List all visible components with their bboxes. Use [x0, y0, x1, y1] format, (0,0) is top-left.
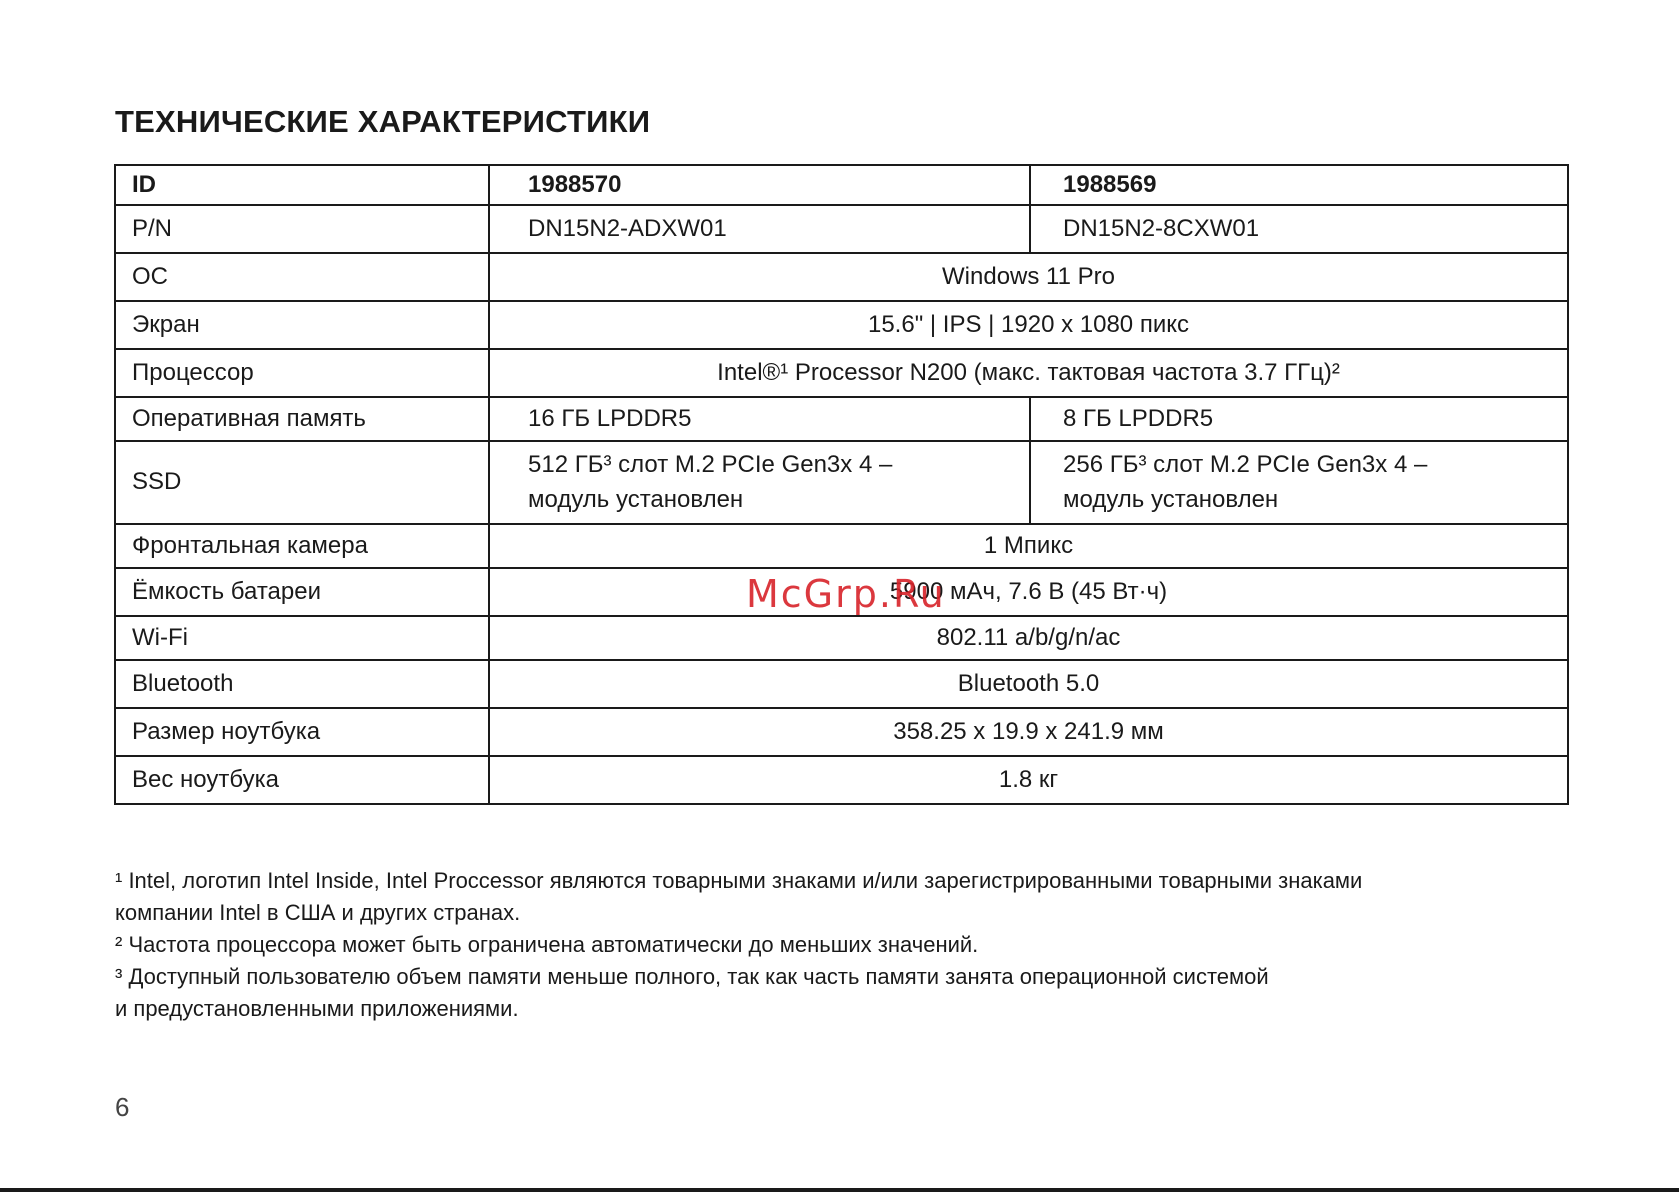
footnote-2: ² Частота процессора может быть ограничена автоматически до меньших значений. — [115, 932, 979, 957]
table-row-pn — [115, 205, 1568, 253]
footnote-3-line-2: и предустановленными приложениями. — [115, 996, 519, 1021]
screen-value: 15.6" | IPS | 1920 х 1080 пикс — [489, 301, 1568, 349]
watermark: McGrp.Ru — [746, 572, 946, 616]
model-2-ssd — [1030, 441, 1568, 524]
table-row-weight — [115, 756, 1568, 804]
os-value: Windows 11 Pro — [489, 253, 1568, 301]
table-row-os — [115, 253, 1568, 301]
row-label: Экран — [115, 301, 489, 349]
weight-value: 1.8 кг — [489, 756, 1568, 804]
table-row-size — [115, 708, 1568, 756]
camera-value: 1 Мпикс — [489, 524, 1568, 568]
table-row-bluetooth — [115, 660, 1568, 708]
model-2-id: 1988569 — [1030, 165, 1568, 205]
specifications-table — [114, 164, 1569, 805]
table-row-screen — [115, 301, 1568, 349]
wifi-value: 802.11 a/b/g/n/ac — [489, 616, 1568, 660]
model-2-ram: 8 ГБ LPDDR5 — [1030, 397, 1568, 441]
model-1-ram: 16 ГБ LPDDR5 — [489, 397, 1030, 441]
row-label: Оперативная память — [115, 397, 489, 441]
size-value: 358.25 х 19.9 х 241.9 мм — [489, 708, 1568, 756]
table-row-camera — [115, 524, 1568, 568]
footnotes — [115, 865, 1565, 1025]
page-title: ТЕХНИЧЕСКИЕ ХАРАКТЕРИСТИКИ — [115, 104, 651, 139]
row-label: Процессор — [115, 349, 489, 397]
row-label: ОС — [115, 253, 489, 301]
model-1-id: 1988570 — [489, 165, 1030, 205]
footnote-1-line-2: компании Intel в США и других странах. — [115, 900, 521, 925]
row-label: Bluetooth — [115, 660, 489, 708]
row-label: Размер ноутбука — [115, 708, 489, 756]
row-label: Вес ноутбука — [115, 756, 489, 804]
model-1-part-number: DN15N2-ADXW01 — [489, 205, 1030, 253]
row-label: ID — [115, 165, 489, 205]
cpu-value: Intel®¹ Processor N200 (макс. тактовая частота 3.7 ГГц)² — [489, 349, 1568, 397]
bottom-divider — [0, 1188, 1679, 1192]
table-row-ssd — [115, 441, 1568, 524]
table-row-id — [115, 165, 1568, 205]
page-number: 6 — [115, 1092, 130, 1122]
ssd-line-1: 512 ГБ³ слот M.2 PCIe Gen3x 4 – — [528, 450, 893, 478]
row-label: SSD — [115, 441, 489, 524]
table-row-wifi — [115, 616, 1568, 660]
table-row-cpu — [115, 349, 1568, 397]
ssd-line-2: модуль установлен — [1063, 485, 1279, 513]
row-label: P/N — [115, 205, 489, 253]
footnote-1-line-1: ¹ Intel, логотип Intel Inside, Intel Proccessor являются товарными знаками и/или зарегистрированными товарными знаками — [115, 868, 1363, 893]
table-row-ram — [115, 397, 1568, 441]
footnote-3-line-1: ³ Доступный пользователю объем памяти меньше полного, так как часть памяти занята операционной системой — [115, 964, 1269, 989]
row-label: Wi-Fi — [115, 616, 489, 660]
ssd-line-2: модуль установлен — [528, 485, 744, 513]
row-label: Фронтальная камера — [115, 524, 489, 568]
model-2-part-number: DN15N2-8CXW01 — [1030, 205, 1568, 253]
row-label: Ёмкость батареи — [115, 568, 489, 616]
ssd-line-1: 256 ГБ³ слот M.2 PCIe Gen3x 4 – — [1063, 450, 1428, 478]
model-1-ssd — [489, 441, 1030, 524]
bluetooth-value: Bluetooth 5.0 — [489, 660, 1568, 708]
battery-value: 5900 мАч, 7.6 В (45 Вт·ч) — [489, 568, 1568, 616]
